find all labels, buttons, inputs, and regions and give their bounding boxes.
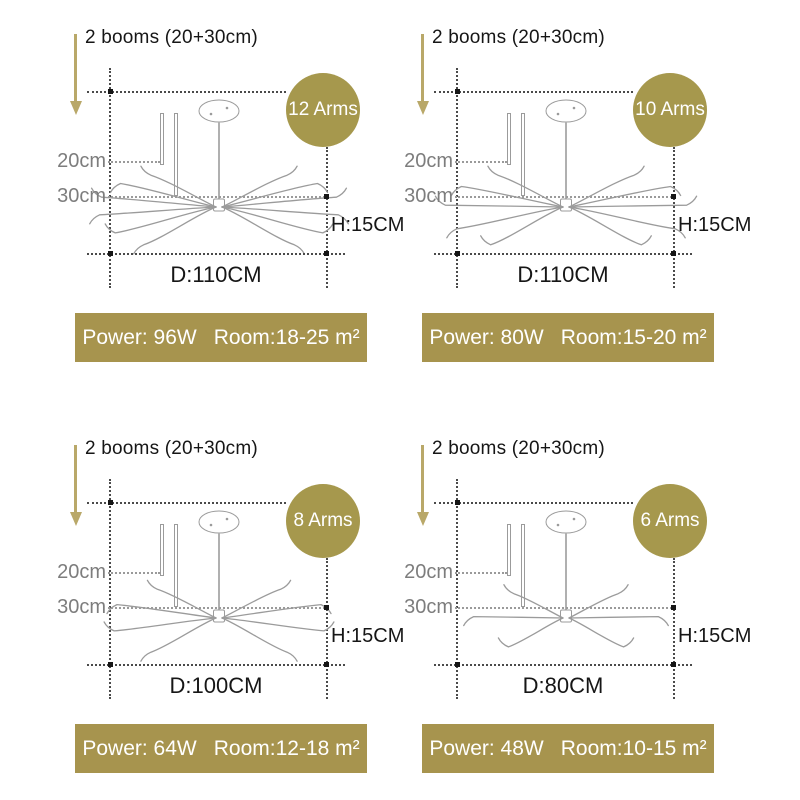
booms-label: 2 booms (20+30cm) <box>432 438 605 459</box>
drop-30-label: 30cm <box>404 596 453 618</box>
drop-30-label: 30cm <box>57 596 106 618</box>
height-label: H:15CM <box>331 625 405 647</box>
booms-label: 2 booms (20+30cm) <box>85 27 258 48</box>
drop-20-label: 20cm <box>404 561 453 583</box>
dim-square <box>671 194 676 199</box>
booms-label: 2 booms (20+30cm) <box>432 27 605 48</box>
power-label: Power: 64W <box>82 736 197 760</box>
height-label: H:15CM <box>678 625 752 647</box>
dim-square <box>671 662 676 667</box>
arms-badge-label: 8 Arms <box>293 510 353 531</box>
diameter-label: D:110CM <box>517 262 609 287</box>
dim-square <box>108 251 113 256</box>
chandelier-drawing <box>62 95 372 270</box>
dim-square <box>324 251 329 256</box>
ceiling-guide-line <box>87 91 286 93</box>
ceiling-guide-line <box>87 502 286 504</box>
diameter-label: D:110CM <box>170 262 262 287</box>
diameter-line <box>434 253 692 255</box>
diameter-label: D:100CM <box>169 673 263 698</box>
drop-20-leader <box>108 161 160 163</box>
chandelier-drawing <box>409 95 719 270</box>
dim-square <box>108 500 113 505</box>
booms-label: 2 booms (20+30cm) <box>85 438 258 459</box>
drop-30-leader <box>108 607 325 609</box>
drop-20-leader <box>455 572 507 574</box>
height-label: H:15CM <box>331 214 405 236</box>
ceiling-guide-line <box>434 91 633 93</box>
panel-10-arms <box>347 0 752 400</box>
room-label: Room:15-20 m² <box>560 325 707 349</box>
dim-square <box>324 662 329 667</box>
power-bar <box>75 724 367 773</box>
room-label: Room:18-25 m² <box>213 325 360 349</box>
diameter-line <box>87 253 345 255</box>
room-label: Room:12-18 m² <box>213 736 360 760</box>
panel-12-arms <box>0 0 405 400</box>
drop-20-label: 20cm <box>57 561 106 583</box>
arms-badge-label: 12 Arms <box>288 99 358 120</box>
power-bar <box>422 313 714 362</box>
diameter-line <box>87 664 345 666</box>
power-label: Power: 80W <box>429 325 544 349</box>
dim-square <box>671 605 676 610</box>
arms-badge-label: 10 Arms <box>635 99 705 120</box>
power-label: Power: 96W <box>82 325 197 349</box>
drop-30-leader <box>455 607 672 609</box>
drop-30-label: 30cm <box>57 185 106 207</box>
diameter-line <box>434 664 692 666</box>
power-bar <box>422 724 714 773</box>
dim-square <box>455 89 460 94</box>
panel-6-arms <box>347 411 752 800</box>
room-label: Room:10-15 m² <box>560 736 707 760</box>
dim-square <box>108 89 113 94</box>
dim-square <box>455 251 460 256</box>
drop-30-leader <box>108 196 325 198</box>
dim-square <box>455 662 460 667</box>
chandelier-drawing <box>62 506 372 681</box>
power-bar <box>75 313 367 362</box>
height-label: H:15CM <box>678 214 752 236</box>
dim-square <box>324 194 329 199</box>
dim-square <box>108 662 113 667</box>
drop-20-label: 20cm <box>57 150 106 172</box>
drop-20-leader <box>108 572 160 574</box>
diameter-label: D:80CM <box>522 673 604 698</box>
dim-square <box>324 605 329 610</box>
chandelier-drawing <box>409 506 719 681</box>
ceiling-guide-line <box>434 502 633 504</box>
arms-badge-label: 6 Arms <box>640 510 700 531</box>
panel-8-arms <box>0 411 405 800</box>
drop-30-label: 30cm <box>404 185 453 207</box>
dim-square <box>671 251 676 256</box>
drop-20-label: 20cm <box>404 150 453 172</box>
dim-square <box>455 500 460 505</box>
power-label: Power: 48W <box>429 736 544 760</box>
drop-30-leader <box>455 196 672 198</box>
drop-20-leader <box>455 161 507 163</box>
